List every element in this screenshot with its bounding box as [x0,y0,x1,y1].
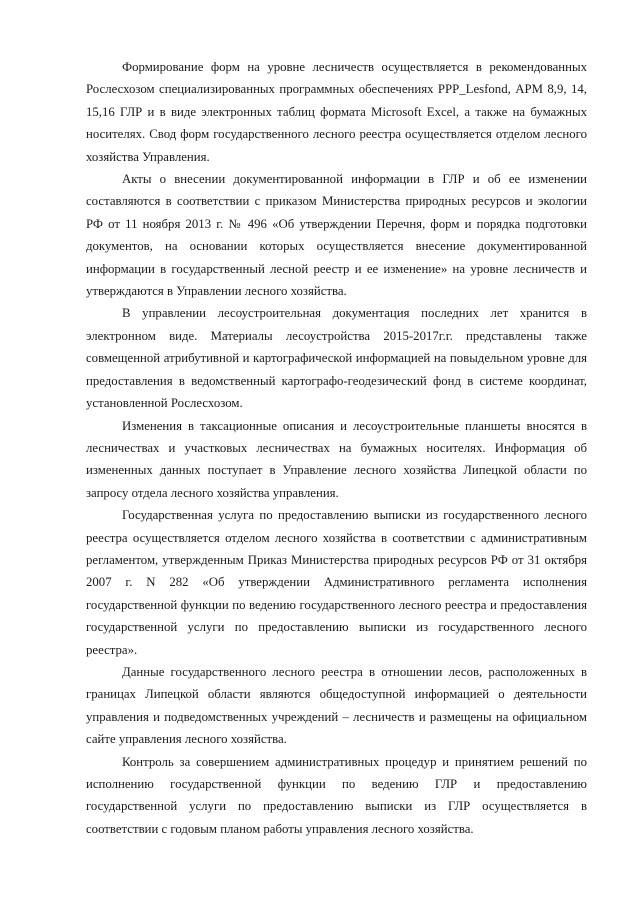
document-page [86,56,587,840]
paragraph-forest-inventory-docs: В управлении лесоустроительная документация последних лет хранится в электронном виде. Материалы лесоустройства 2015-2017г.г. представлены также совмещенной атрибутивной и картографической информацией на повыдельном уровне для предоставления в ведомственный картографо-геодезический фонд в системе координат, установленной Рослесхозом. [86,306,587,411]
paragraph-public-data: Данные государственного лесного реестра в отношении лесов, расположенных в границах Липецкой области являются общедоступной информацией о деятельности управления и подведомственных учреждений – лесничеств и размещены на официальном сайте управления лесного хозяйства. [86,664,587,747]
paragraph-taxation-changes: Изменения в таксационные описания и лесоустроительные планшеты вносятся в лесничествах и участковых лесничествах на бумажных носителях. Информация об измененных данных поступает в Управление лесного хозяйства Липецкой области по запросу отдела лесного хозяйства управления. [86,418,587,500]
paragraph-state-service: Государственная услуга по предоставлению выписки из государственного лесного реестра осуществляется отделом лесного хозяйства в соответствии с административным регламентом, утвержденным Приказ Министерства природных ресурсов РФ от 31 октября 2007 г. N 282 «Об утверждении Административного регламента исполнения государственной функции по ведению государственного лесного реестра и предоставления государственной услуги по предоставлению выписки из государственного лесного реестра». [86,508,587,657]
paragraph-control: Контроль за совершением административных процедур и принятием решений по исполнению государственной функции по ведению ГЛР и предоставлению государственной услуги по предоставлению выписки из ГЛР осуществляется в соответствии с годовым планом работы управления лесного хозяйства. [86,754,587,836]
paragraph-acts: Акты о внесении документированной информации в ГЛР и об ее изменении составляются в соответствии с приказом Министерства природных ресурсов и экологии РФ от 11 ноября 2013 г. № 496 «Об утверждении Перечня, форм и порядка подготовки документов, на основании которых осуществляется внесение документированной информации в государственный лесной реестр и ее изменение» на уровне лесничеств и утверждаются в Управлении лесного хозяйства. [86,172,587,299]
paragraph-forms-formation: Формирование форм на уровне лесничеств осуществляется в рекомендованных Рослесхозом специализированных программных обеспечениях PPP_Lesfond, АРМ 8,9, 14, 15,16 ГЛР и в виде электронных таблиц формата Microsoft Excel, а также на бумажных носителях. Свод форм государственного лесного реестра осуществляется отделом лесного хозяйства Управления. [86,60,587,164]
